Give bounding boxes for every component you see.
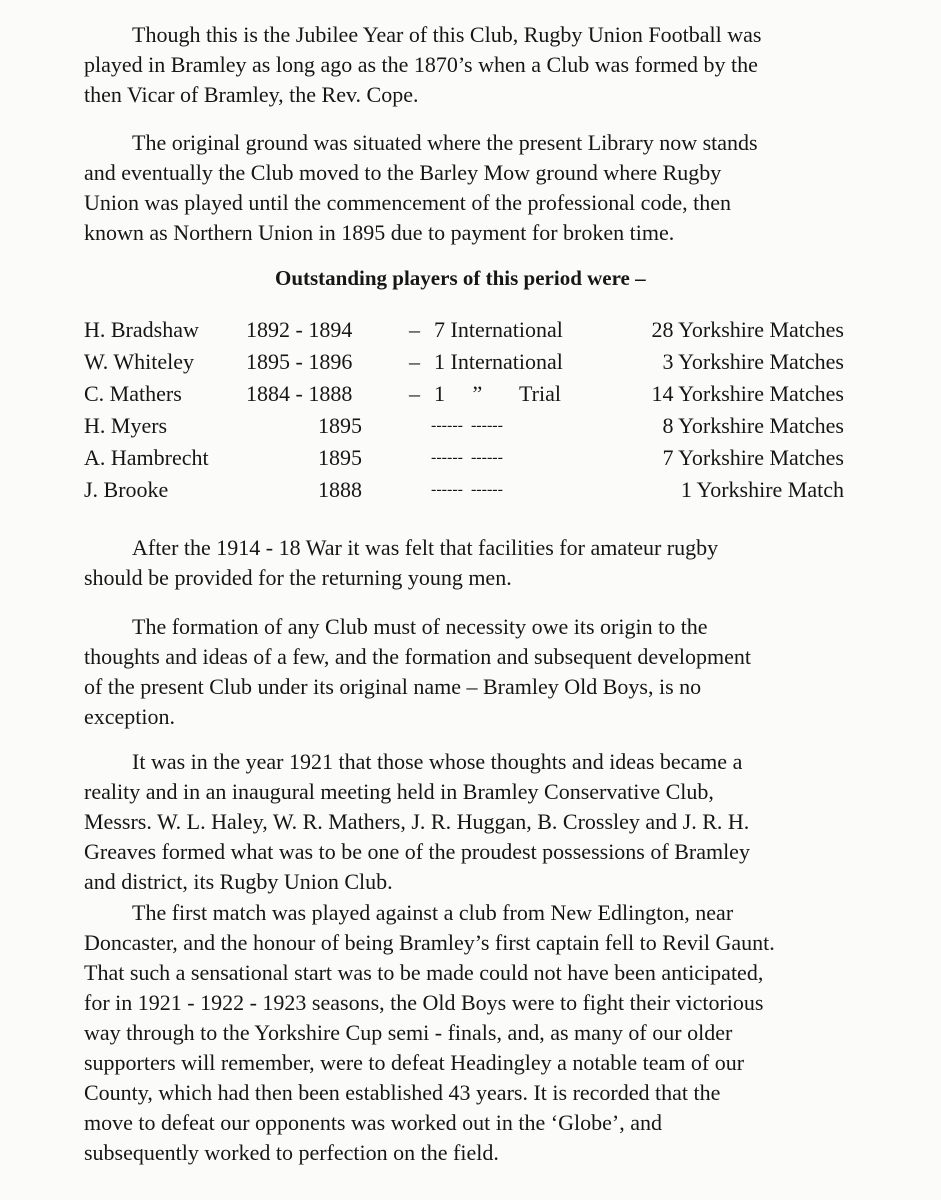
- text-line: should be provided for the returning young men.: [84, 565, 512, 590]
- text-line: Greaves formed what was to be one of the proudest possessions of Bramley: [84, 839, 750, 864]
- player-years: 1884 - 1888: [246, 381, 353, 406]
- player-row: [84, 347, 844, 379]
- player-name: W. Whiteley: [84, 349, 194, 374]
- players-heading: Outstanding players of this period were –: [275, 266, 646, 290]
- text-line: It was in the year 1921 that those whose thoughts and ideas became a: [132, 749, 743, 774]
- player-yorkshire-matches: 3 Yorkshire Matches: [662, 349, 844, 374]
- player-yorkshire-matches: 7 Yorkshire Matches: [662, 445, 844, 470]
- text-line: exception.: [84, 704, 176, 729]
- player-name: H. Bradshaw: [84, 317, 199, 342]
- player-years: 1895: [318, 445, 362, 470]
- text-line: for in 1921 - 1922 - 1923 seasons, the Old Boys were to fight their victorious: [84, 990, 764, 1015]
- text-line: move to defeat our opponents was worked out in the ‘Globe’, and: [84, 1110, 662, 1135]
- paragraph-after-war: [84, 533, 896, 593]
- player-row: [84, 411, 844, 443]
- player-row: [84, 475, 844, 507]
- paragraph-jubilee: [84, 20, 896, 110]
- player-years: 1892 - 1894: [246, 317, 353, 342]
- player-internationals: 1 International: [434, 349, 563, 374]
- text-line: That such a sensational start was to be made could not have been anticipated,: [84, 960, 764, 985]
- player-blank-entry: ------ ------: [431, 417, 503, 434]
- text-line: reality and in an inaugural meeting held in Bramley Conservative Club,: [84, 779, 714, 804]
- text-line: Though this is the Jubilee Year of this Club, Rugby Union Football was: [132, 22, 762, 47]
- player-name: H. Myers: [84, 413, 168, 438]
- player-internationals: 1 ”: [434, 381, 483, 406]
- text-line: The first match was played against a club from New Edlington, near: [132, 900, 734, 925]
- text-line: of the present Club under its original name – Bramley Old Boys, is no: [84, 674, 702, 699]
- player-trial: Trial: [519, 381, 561, 406]
- text-line: then Vicar of Bramley, the Rev. Cope.: [84, 82, 419, 107]
- paragraph-formation: [84, 612, 896, 732]
- player-dash: –: [409, 317, 420, 342]
- text-line: Union was played until the commencement of the professional code, then: [84, 190, 731, 215]
- text-line: Doncaster, and the honour of being Bramley’s first captain fell to Revil Gaunt.: [84, 930, 775, 955]
- player-row: [84, 315, 844, 347]
- text-line: played in Bramley as long ago as the 1870’s when a Club was formed by the: [84, 52, 758, 77]
- player-yorkshire-matches: 8 Yorkshire Matches: [662, 413, 844, 438]
- text-line: The formation of any Club must of necessity owe its origin to the: [132, 614, 708, 639]
- player-blank-entry: ------ ------: [431, 449, 503, 466]
- player-name: J. Brooke: [84, 477, 169, 502]
- player-row: [84, 379, 844, 411]
- text-line: thoughts and ideas of a few, and the formation and subsequent development: [84, 644, 751, 669]
- text-line: After the 1914 - 18 War it was felt that facilities for amateur rugby: [132, 535, 719, 560]
- player-internationals: 7 International: [434, 317, 563, 342]
- player-name: A. Hambrecht: [84, 445, 209, 470]
- players-table: [84, 315, 844, 507]
- text-line: County, which had then been established 43 years. It is recorded that the: [84, 1080, 721, 1105]
- player-row: [84, 443, 844, 475]
- paragraph-first-match: [84, 898, 896, 1168]
- text-line: supporters will remember, were to defeat Headingley a notable team of our: [84, 1050, 745, 1075]
- player-dash: –: [409, 381, 420, 406]
- text-line: and eventually the Club moved to the Barley Mow ground where Rugby: [84, 160, 722, 185]
- text-line: Messrs. W. L. Haley, W. R. Mathers, J. R. Huggan, B. Crossley and J. R. H.: [84, 809, 750, 834]
- player-yorkshire-matches: 1 Yorkshire Match: [680, 477, 844, 502]
- text-line: known as Northern Union in 1895 due to payment for broken time.: [84, 220, 675, 245]
- player-yorkshire-matches: 28 Yorkshire Matches: [651, 317, 844, 342]
- player-years: 1895: [318, 413, 362, 438]
- paragraph-original-ground: [84, 128, 896, 248]
- player-yorkshire-matches: 14 Yorkshire Matches: [651, 381, 844, 406]
- player-name: C. Mathers: [84, 381, 182, 406]
- player-years: 1895 - 1896: [246, 349, 353, 374]
- text-line: The original ground was situated where the present Library now stands: [132, 130, 758, 155]
- text-line: subsequently worked to perfection on the field.: [84, 1140, 499, 1165]
- player-years: 1888: [318, 477, 362, 502]
- player-blank-entry: ------ ------: [431, 481, 503, 498]
- player-dash: –: [409, 349, 420, 374]
- paragraph-1921-meeting: [84, 747, 896, 897]
- text-line: way through to the Yorkshire Cup semi - finals, and, as many of our older: [84, 1020, 733, 1045]
- text-line: and district, its Rugby Union Club.: [84, 869, 393, 894]
